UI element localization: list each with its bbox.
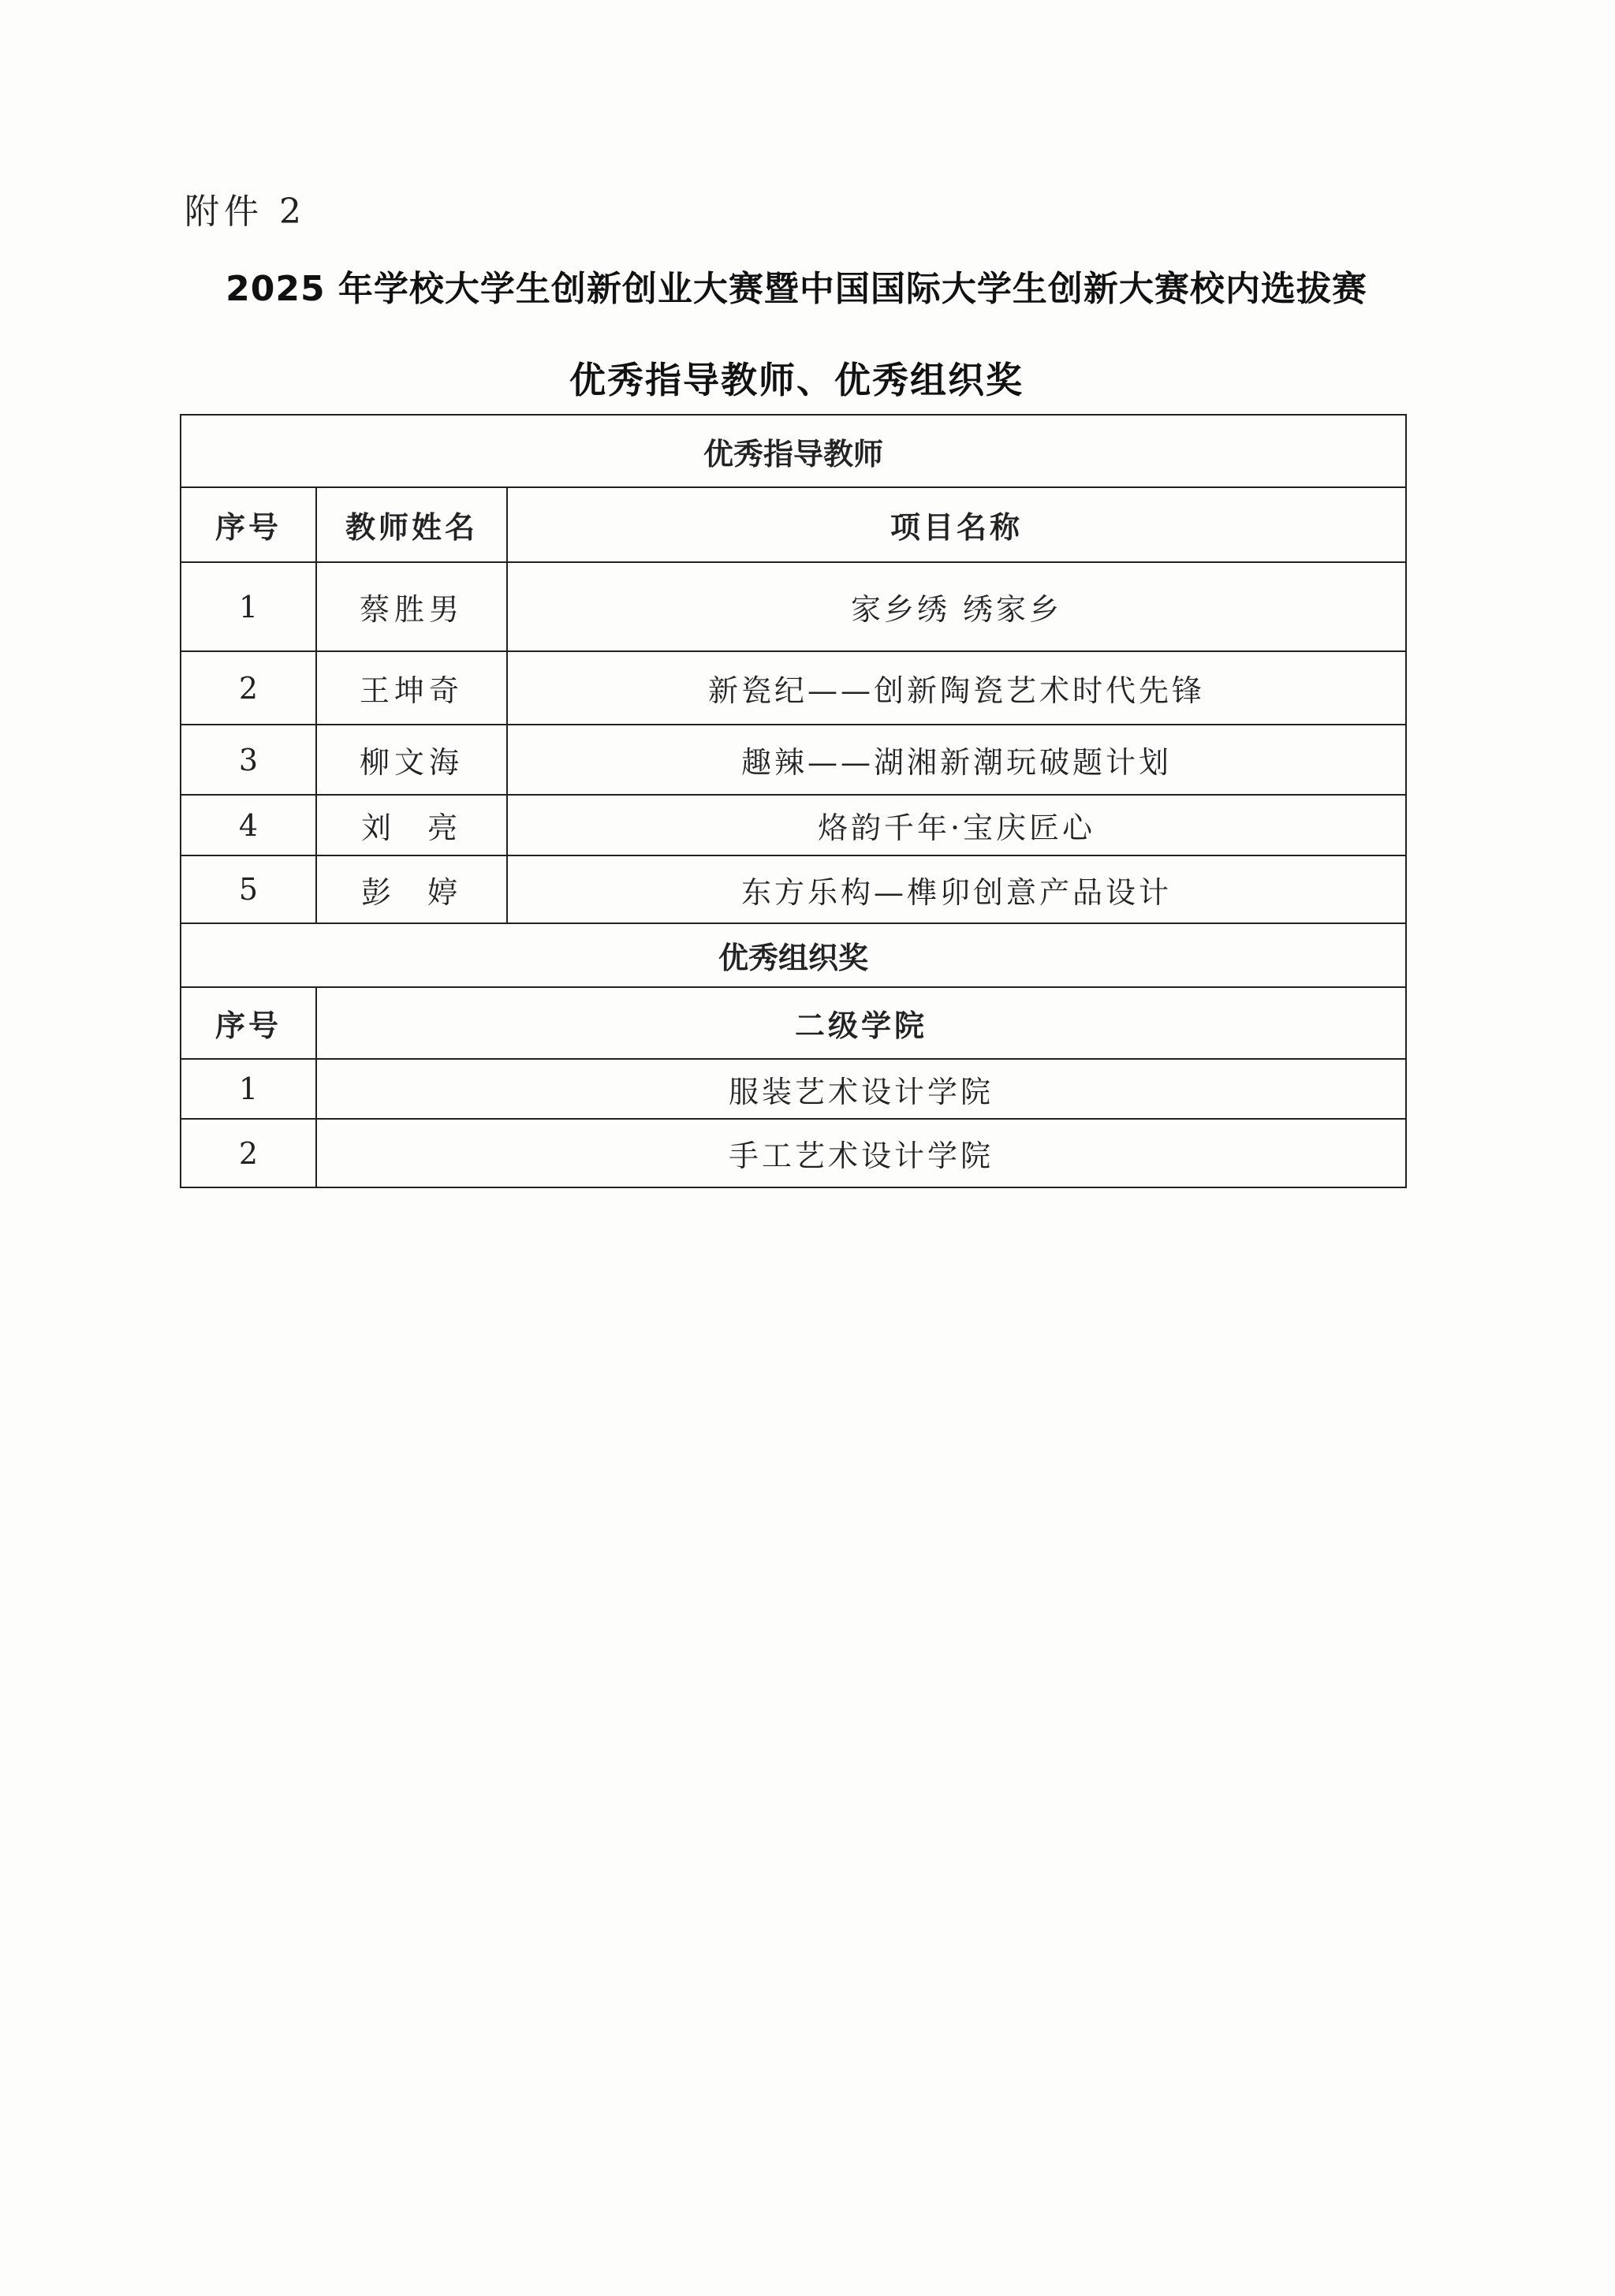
table-row <box>181 855 1406 923</box>
row-index: 1 <box>181 562 316 651</box>
project-name: 新瓷纪——创新陶瓷艺术时代先锋 <box>507 651 1406 725</box>
project-name: 东方乐构—榫卯创意产品设计 <box>507 855 1406 923</box>
row-index: 1 <box>181 1059 316 1119</box>
header-project-name: 项目名称 <box>507 487 1406 562</box>
document-subtitle: 优秀指导教师、优秀组织奖 <box>569 359 1024 401</box>
teacher-name: 彭婷 <box>316 855 507 923</box>
college-name: 服装艺术设计学院 <box>316 1059 1406 1119</box>
teachers-section-heading-row <box>181 415 1406 487</box>
document-title: 2025 年学校大学生创新创业大赛暨中国国际大学生创新大赛校内选拔赛 <box>226 269 1367 309</box>
table-row <box>181 725 1406 795</box>
attachment-label: 附件 2 <box>185 192 306 232</box>
organization-section-heading: 优秀组织奖 <box>181 923 1406 987</box>
table-row <box>181 1059 1406 1119</box>
table-row <box>181 795 1406 855</box>
project-name: 烙韵千年·宝庆匠心 <box>507 795 1406 855</box>
header-teacher-name: 教师姓名 <box>316 487 507 562</box>
organization-header-row <box>181 987 1406 1059</box>
project-name: 家乡绣 绣家乡 <box>507 562 1406 651</box>
teacher-name: 柳文海 <box>316 725 507 795</box>
row-index: 2 <box>181 1119 316 1187</box>
organization-section-heading-row <box>181 923 1406 987</box>
awards-table <box>180 414 1407 1188</box>
row-index: 3 <box>181 725 316 795</box>
header-index: 序号 <box>181 987 316 1059</box>
row-index: 5 <box>181 855 316 923</box>
college-name: 手工艺术设计学院 <box>316 1119 1406 1187</box>
project-name: 趣辣——湖湘新潮玩破题计划 <box>507 725 1406 795</box>
row-index: 2 <box>181 651 316 725</box>
teachers-header-row <box>181 487 1406 562</box>
table-row <box>181 651 1406 725</box>
table-row <box>181 562 1406 651</box>
teacher-name: 蔡胜男 <box>316 562 507 651</box>
table-row <box>181 1119 1406 1187</box>
header-index: 序号 <box>181 487 316 562</box>
row-index: 4 <box>181 795 316 855</box>
teachers-section-heading: 优秀指导教师 <box>181 415 1406 487</box>
teacher-name: 王坤奇 <box>316 651 507 725</box>
header-college: 二级学院 <box>316 987 1406 1059</box>
teacher-name: 刘亮 <box>316 795 507 855</box>
